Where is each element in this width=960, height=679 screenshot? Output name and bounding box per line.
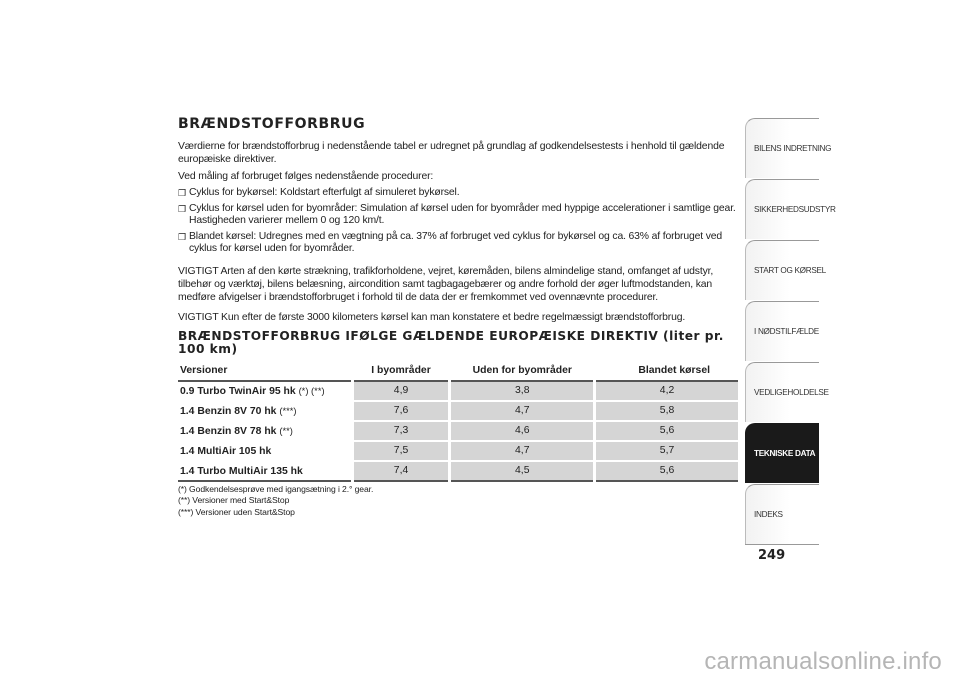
row-mixed-value: 5,8: [595, 401, 738, 421]
row-extra-value: 4,7: [450, 401, 595, 421]
footnote: (**) Versioner med Start&Stop: [178, 495, 290, 505]
row-extra-value: 4,7: [450, 441, 595, 461]
tabs-divider: [745, 544, 819, 545]
chapter-tabs: [745, 118, 836, 545]
row-city-value: 4,9: [352, 381, 450, 401]
table-row: [178, 441, 738, 461]
table-row: [178, 401, 738, 421]
checkbox-bullet-icon: ❒: [178, 231, 186, 242]
bullet-text: Cyklus for kørsel uden for byområder: Simulation af kørsel uden for byområder med hyppige accelerationer i samtlige gear. Hastigheden varierer mellem 0 og 120 km/t.: [189, 202, 736, 226]
row-version: 1.4 MultiAir 105 hk: [178, 441, 352, 461]
header-city: I byområder: [352, 362, 450, 381]
tab-tekniske-data[interactable]: TEKNISKE DATA: [745, 423, 819, 483]
row-mixed-value: 5,7: [595, 441, 738, 461]
row-mixed-value: 5,6: [595, 461, 738, 481]
checkbox-bullet-icon: ❒: [178, 188, 186, 198]
table-title: BRÆNDSTOFFORBRUG IFØLGE GÆLDENDE EUROPÆISKE DIREKTIV (liter pr. 100 km): [178, 328, 724, 356]
header-mixed: Blandet kørsel: [595, 362, 738, 381]
footnotes: [178, 484, 738, 519]
table-header-row: [178, 362, 738, 381]
row-version: 0.9 Turbo TwinAir 95 hk (*) (**): [178, 381, 352, 401]
watermark: carmanualsonline.info: [704, 648, 942, 675]
footnote: (***) Versioner uden Start&Stop: [178, 506, 295, 517]
row-version: 1.4 Turbo MultiAir 135 hk: [178, 461, 352, 481]
bullet-text: Cyklus for bykørsel: Koldstart efterfulgt af simuleret bykørsel.: [189, 187, 460, 198]
page-number: 249: [758, 548, 786, 563]
page-content: [178, 116, 738, 518]
row-mixed-value: 5,6: [595, 421, 738, 441]
row-city-value: 7,3: [352, 421, 450, 441]
bullet-item: [178, 203, 738, 228]
bullet-item: [178, 231, 738, 256]
row-extra-value: 4,6: [450, 421, 595, 441]
row-city-value: 7,6: [352, 401, 450, 421]
row-version: 1.4 Benzin 8V 70 hk (***): [178, 401, 352, 421]
bullet-text: Blandet kørsel: Udregnes med en vægtning på ca. 37% af forbruget ved cyklus for bykørsel og ca. 63% af forbruget ved cyklus for kørsel uden for byområder.: [189, 230, 723, 254]
tab-i-nodstilfaelde[interactable]: I NØDSTILFÆLDE: [745, 301, 819, 361]
page-title: BRÆNDSTOFFORBRUG: [178, 116, 366, 132]
notice-paragraph-2: VIGTIGT Kun efter de første 3000 kilometers kørsel kan man konstatere et bedre regelmæssigt brændstofforbrug.: [178, 311, 686, 323]
row-city-value: 7,5: [352, 441, 450, 461]
row-extra-value: 4,5: [450, 461, 595, 481]
tab-indeks[interactable]: INDEKS: [745, 484, 819, 544]
footnote: (*) Godkendelsesprøve med igangsætning i 2.° gear.: [178, 483, 374, 494]
tab-sikkerhedsudstyr[interactable]: SIKKERHEDSUDSTYR: [745, 179, 819, 239]
fuel-consumption-table: [178, 362, 738, 482]
notice-paragraph-1: VIGTIGT Arten af den kørte strækning, trafikforholdene, vejret, køremåden, bilens almindelige stand, omfanget af udstyr, tilbehør og værktøj, bilens belæsning, aircondition samt tagbagagebærer og andre forhold der øger luftmodstanden, kan medføre afvigelser i brændstofforbruget i forhold til de data der er fremkommet ved ovennævnte procedurer.: [178, 265, 714, 303]
table-row: [178, 461, 738, 481]
row-version: 1.4 Benzin 8V 78 hk (**): [178, 421, 352, 441]
header-versions: Versioner: [178, 362, 352, 381]
tab-bilens-indretning[interactable]: BILENS INDRETNING: [745, 118, 819, 178]
tab-start-og-korsel[interactable]: START OG KØRSEL: [745, 240, 819, 300]
row-extra-value: 3,8: [450, 381, 595, 401]
table-row: [178, 381, 738, 401]
bullet-item: [178, 187, 738, 200]
row-mixed-value: 4,2: [595, 381, 738, 401]
tab-vedligeholdelse[interactable]: VEDLIGEHOLDELSE: [745, 362, 819, 422]
row-city-value: 7,4: [352, 461, 450, 481]
header-extra-urban: Uden for byområder: [450, 362, 595, 381]
checkbox-bullet-icon: ❒: [178, 203, 186, 214]
intro-paragraph-2: Ved måling af forbruget følges nedenstående procedurer:: [178, 171, 434, 182]
table-row: [178, 421, 738, 441]
intro-paragraph-1: Værdierne for brændstofforbrug i nedenstående tabel er udregnet på grundlag af godkendelsestests i henhold til gældende europæiske direktiver.: [178, 141, 725, 165]
